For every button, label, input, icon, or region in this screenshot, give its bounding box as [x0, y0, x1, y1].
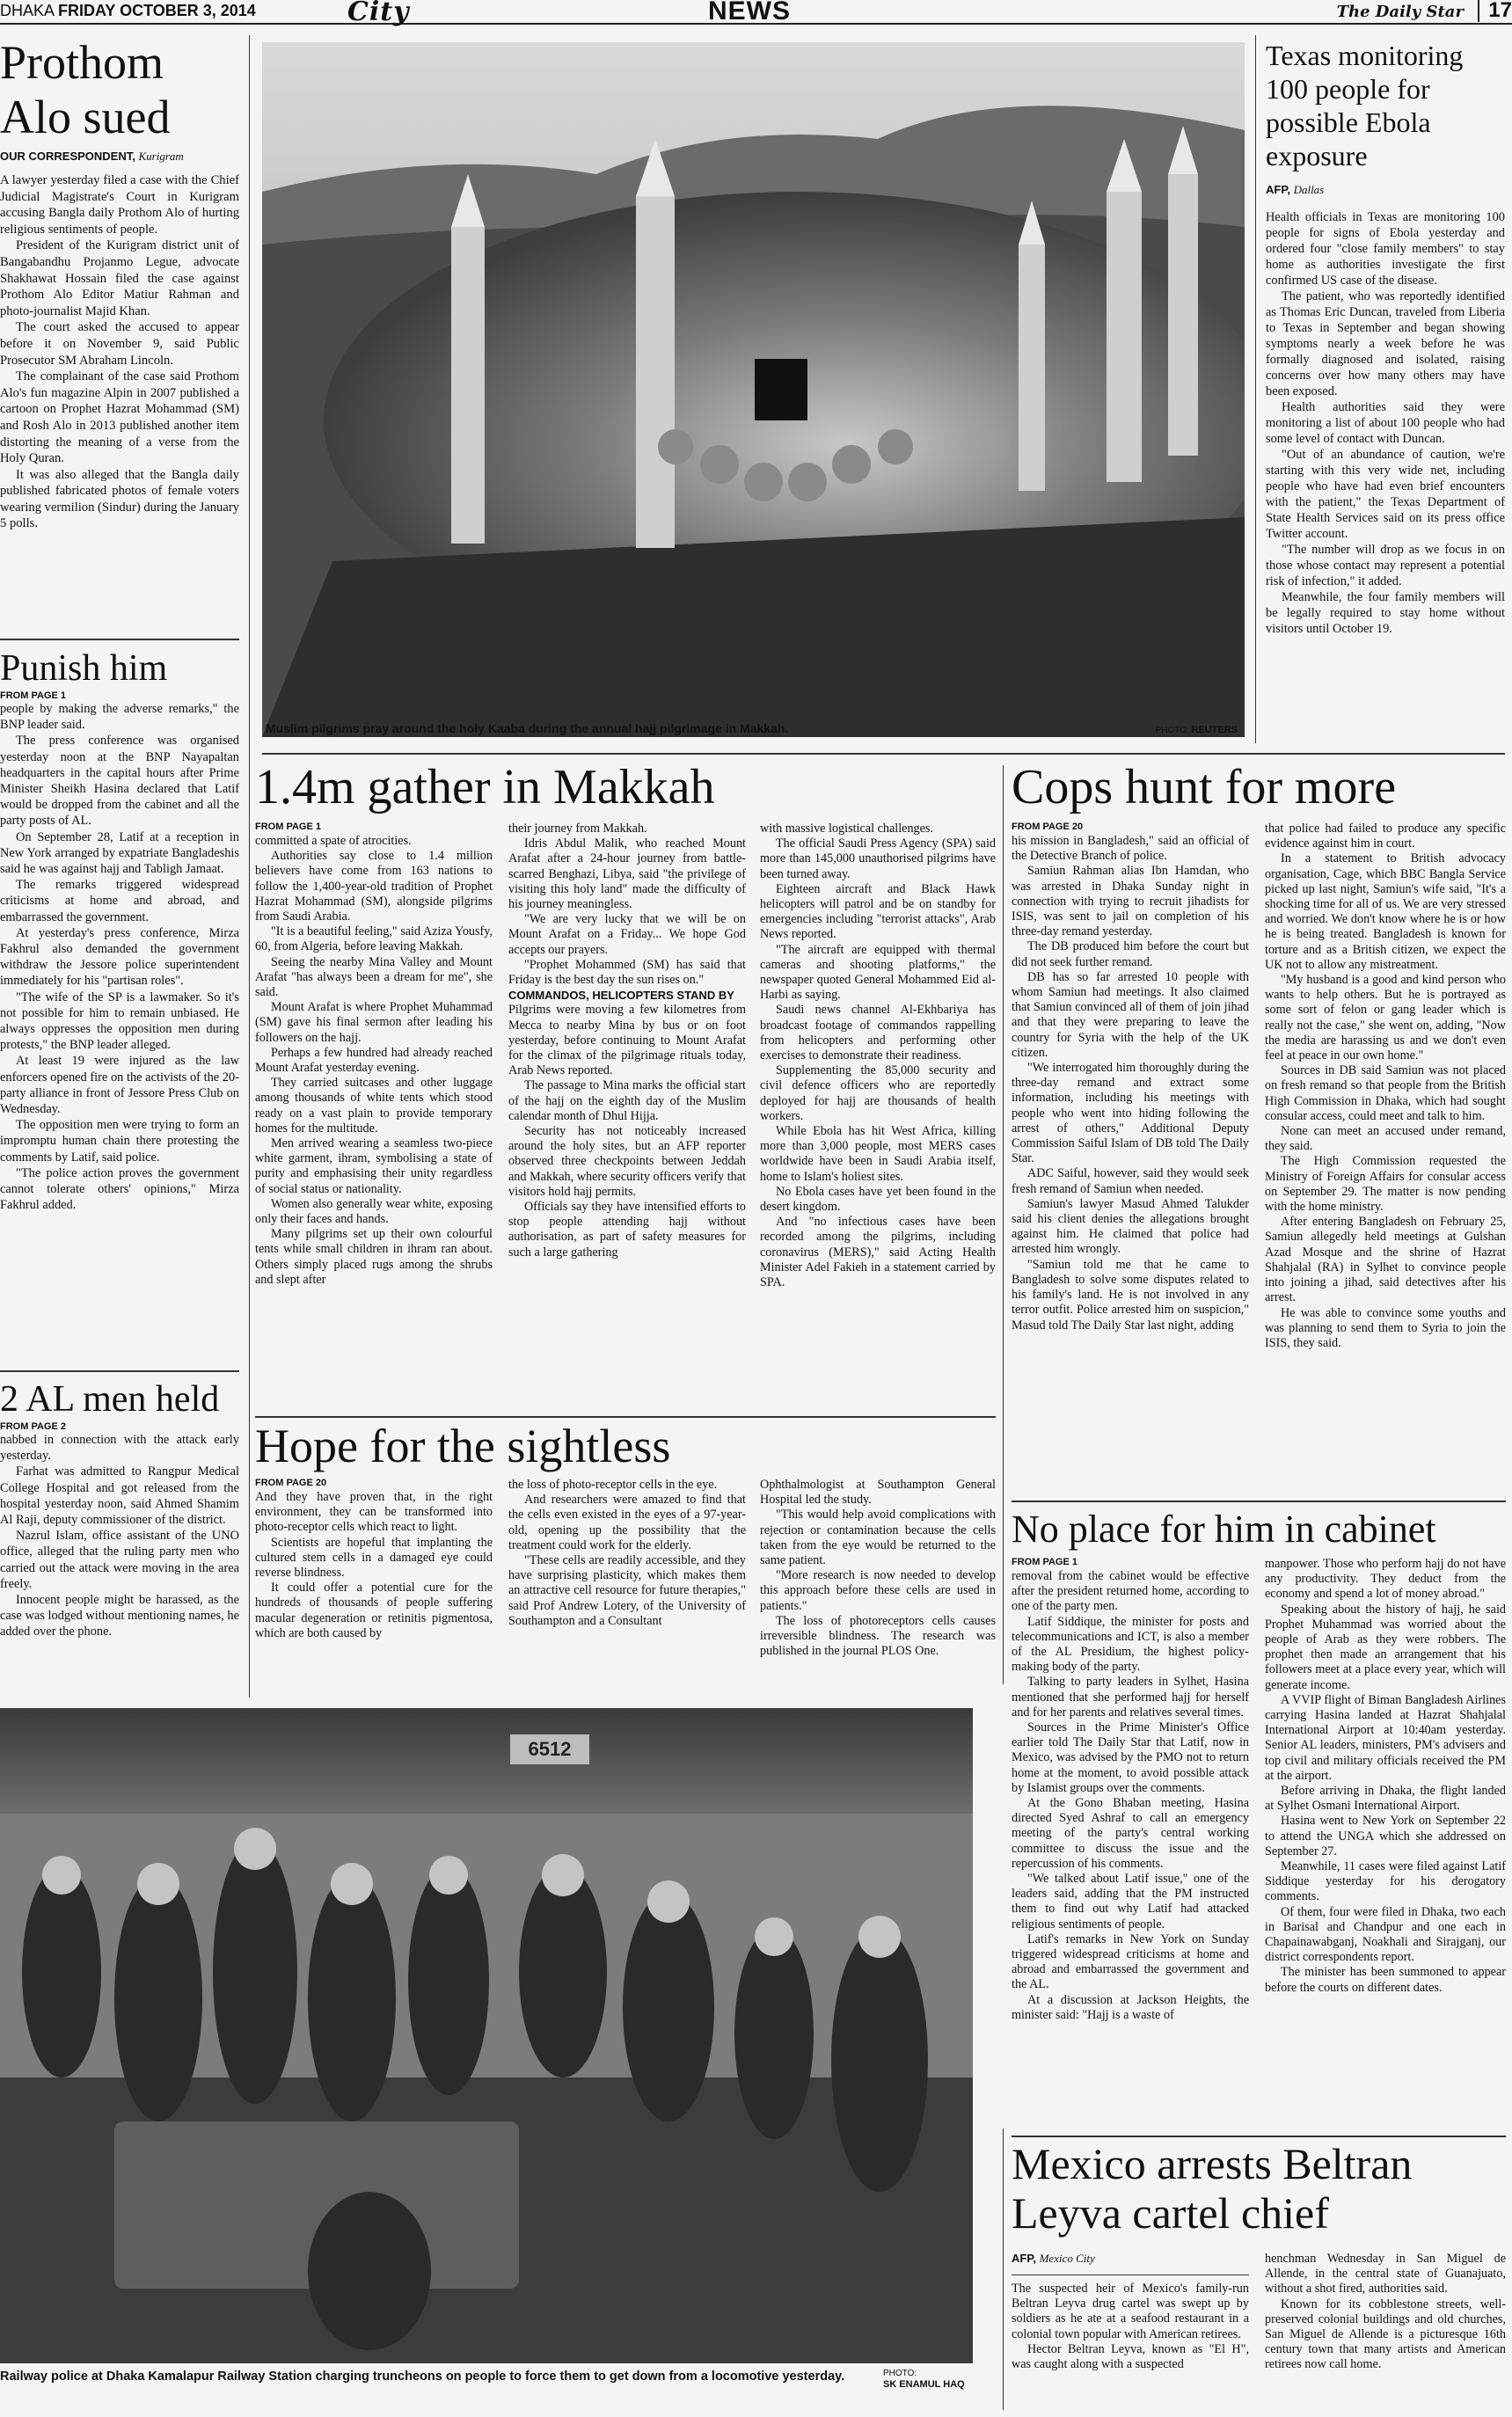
- headline-makkah: 1.4m gather in Makkah: [255, 760, 715, 814]
- article-cabinet: [1012, 1506, 1506, 1553]
- article-sightless: [255, 1420, 996, 1472]
- makkah-col1: committed a spate of atrocities. Authorities say close to 1.4 million believers have come from 163 nations to follow the 1,400-year-old tradition of Prophet Hazrat Mohammad (SM), alongside pilgrims from Saudi Arabia. "It is a beautiful feeling," said Aziza Yousfy, 60, from Algeria, before leaving Makkah. Seeing the nearby Mina Valley and Mount Arafat "has always been a dream for me", she said. Mount Arafat is where Prophet Muhammad (SM) gave his final sermon after leading his followers on the hajj. Perhaps a few hundred had already reached Mount Arafat yesterday evening. They carried suitcases and other luggage among thousands of white tents which stood ready on a vast plain to provide temporary homes for the multitude. Men arrived wearing a seamless two-piece white garment, ihram, symbolising a state of purity and emphasising their unity regardless of social status or nationality. Women also generally wear white, exposing only their faces and hands. Many pilgrims set up their own colourful tents while small children in ihram ran about. Others simply placed rugs among the shrubs and slept after: [255, 834, 493, 1287]
- section-rule: [262, 753, 1505, 755]
- train-credit: PHOTO: SK ENAMUL HAQ: [883, 2369, 965, 2390]
- section-rule: [255, 1416, 996, 1418]
- headline-cabinet: No place for him in cabinet: [1012, 1508, 1436, 1551]
- from-page: FROM PAGE 20: [1012, 821, 1084, 832]
- dateline-date: FRIDAY OCTOBER 3, 2014: [58, 2, 256, 19]
- train-photo-image: [0, 1708, 973, 2363]
- article-makkah: [255, 760, 996, 814]
- headline-mexico: Mexico arrests Beltran Leyva cartel chief: [1012, 2139, 1413, 2238]
- article-texas: [1266, 39, 1505, 637]
- from-page: FROM PAGE 1: [0, 690, 66, 701]
- makkah-col2: their journey from Makkah. Idris Abdul Malik, who reached Mount Arafat after a 24-hour journey from battle-scarred Benghazi, Libya, said "the privilege of visiting this holy land" made the difficulty of his journey meaningless. "We are very lucky that we will be on Mount Arafat on a Friday... We hope God accepts our prayers. "Prophet Mohammed (SM) has said that Friday is the best day the sun rises on." COMMANDOS, HELICOPTERS STAND BY Pilgrims were moving a few kilometres from Mecca to nearby Mina by bus or on foot yesterday, before continuing to Mount Arafat for the climax of the pilgrimage rituals today, Arab News reported. The passage to Mina marks the official start of the hajj on the eighth day of the Muslim calendar month of Dhul Hijja. Security has not noticeably increased around the holy sites, but an AFP reporter observed three checkpoints between Jeddah and Makkah, where security officers verify that visitors hold hajj permits. Officials say they have intensified efforts to stop people attending hajj without authorisation, as part of safety measures for such a large gathering: [508, 821, 746, 1260]
- dateline: [0, 0, 256, 21]
- hajj-credit: PHOTO: REUTERS: [1155, 725, 1238, 735]
- headline-sightless: Hope for the sightless: [255, 1420, 671, 1472]
- byline-texas: AFP, Dallas: [1266, 183, 1325, 196]
- paper-logo: The Daily Star: [1336, 3, 1464, 21]
- headline-al-men: 2 AL men held: [0, 1379, 220, 1420]
- column-rule: [1003, 765, 1004, 1684]
- cabinet-col2: manpower. Those who perform hajj do not have any productivity. They deduct from the economy and spend a lot of money abroad." Speaking about the history of hajj, he said Prophet Muhammad was worried about the people of Arab as they were robbers. The prophet then made an arrangement that his followers meet at a place every year, which will generate income. A VVIP flight of Biman Bangladesh Airlines carrying Hasina landed at Hazrat Shahjalal International Airport at 10:40am yesterday. Senior AL leaders, ministers, PM's advisers and top civil and military officials received the PM at the airport. Before arriving in Dhaka, the flight landed at Sylhet Osmani International Airport. Hasina went to New York on September 22 to attend the UNGA which she addressed on September 27. Meanwhile, 11 cases were filed against Latif Siddique yesterday for his derogatory comments. Of them, four were filed in Dhaka, two each in Barisal and Chandpur and one each in Chapainawabganj, Noakhali and Sirajganj, our district correspondents report. The minister has been summoned to appear before the courts on different dates.: [1265, 1557, 1506, 1995]
- section-rule: [0, 1370, 239, 1372]
- from-page: FROM PAGE 1: [255, 821, 321, 832]
- paper-page: [1337, 0, 1512, 23]
- headline-punish: Punish him: [0, 648, 168, 689]
- train-photo: [0, 1708, 973, 2363]
- body-prothom: A lawyer yesterday filed a case with the Chief Judicial Magistrate's Court in Kurigram accusing Bangla daily Prothom Alo of hurting religious sentiments of people. President of the Kurigram district unit of Bangabandhu Projanmo Legue, advocate Shakhawat Hossain filed the case against Prothom Alo Editor Matiur Rahman and photo-journalist Majid Khan. The court asked the accused to appear before it on November 9, said Public Prosecutor SM Abraham Lincoln. The complainant of the case said Prothom Alo's fun magazine Alpin in 2007 published a cartoon on Prophet Hazrat Mohammad (SM) and Rosh Alo in 2013 published another item distorting the meaning of a verse from the Holy Quran. It was also alleged that the Bangla daily published fabricated photos of female voters wearing vermilion (Sindur) during the January 5 polls.: [0, 173, 239, 531]
- article-punish: [0, 646, 239, 1214]
- column-rule: [1255, 35, 1256, 743]
- hajj-caption: Muslim pilgrims pray around the holy Kaaba during the annual hajj pilgrimage in Makkah.: [266, 721, 789, 735]
- headline-cops: Cops hunt for more: [1012, 760, 1397, 814]
- makkah-col3: with massive logistical challenges. The official Saudi Press Agency (SPA) said more than 145,000 unauthorised pilgrims have been turned away. Eighteen aircraft and Black Hawk helicopters will patrol and be on standby for emergencies including "terrorist attacks", Arab News reported. "The aircraft are equipped with thermal cameras and shooting platforms," the newspaper quoted General Mohammed Eid al-Harbi as saying. Saudi news channel Al-Ekhbariya has broadcast footage of commandos rappelling from helicopters and performing other exercises to demonstrate their readiness. Supplementing the 85,000 security and civil defence officers who are reportedly deployed for hajj are thousands of health workers. While Ebola has hit West Africa, killing more than 3,000 people, most MERS cases worldwide have been in Saudi Arabia itself, home to Islam's holiest sites. No Ebola cases have yet been found in the desert kingdom. And "no infectious cases have been recorded among the pilgrims, including coronavirus (MERS)," said Acting Health Minister Adel Fakieh in a statement carried by SPA.: [760, 821, 996, 1290]
- from-page: FROM PAGE 20: [255, 1478, 327, 1488]
- mexico-col2: henchman Wednesday in San Miguel de Allende, in the central state of Guanajuato, without a shot fired, authorities said. Known for its cobblestone streets, well-preserved colonial buildings and old churches, San Miguel de Allende is a picturesque 16th century town that many artists and American retirees now call home.: [1265, 2252, 1506, 2372]
- column-rule: [1003, 2129, 1004, 2410]
- from-page: FROM PAGE 2: [0, 1421, 66, 1432]
- section-news: NEWS: [708, 0, 791, 26]
- body-punish: people by making the adverse remarks," the BNP leader said. The press conference was organised yesterday noon at the BNP Nayapaltan headquarters in the capital hours after Prime Minister Sheikh Hasina declared that Latif would be dropped from the cabinet and all the party posts of AL. On September 28, Latif at a reception in New York arranged by expatriate Bangladeshis said he was against hajj and Tabligh Jamaat. The remarks triggered widespread criticisms at home and abroad, and embarrassed the government. At yesterday's press conference, Mirza Fakhrul also demanded the government withdraw the Jessore police superintendent immediately for his "partisan roles". "The wife of the SP is a lawmaker. So it's not possible for him to remain unbiased. He always oppresses the opposition men during protests," the BNP leader alleged. At least 19 were injured as the law enforcers opened fire on the activists of the 20-party alliance in front of Jessore Press Club on Wednesday. The opposition men were trying to form an impromptu human chain there protesting the comments by Latif, said police. "The police action proves the government cannot tolerate others' opinions," Mirza Fakhrul added.: [0, 702, 239, 1213]
- hajj-caption-block: [262, 721, 1245, 741]
- locomotive-number: 6512: [528, 1738, 572, 1760]
- from-page: FROM PAGE 1: [1012, 1557, 1077, 1567]
- sightless-col3: Ophthalmologist at Southampton General Hospital led the study. "This would help avoid complications with rejection or contamination because the cells taken from the eye would be returned to the same patient. "More research is now needed to develop this approach before these cells are used in patients." The loss of photoreceptors cells causes irreversible blindness. The research was published in the journal PLOS One.: [760, 1478, 996, 1659]
- cabinet-col1: removal from the cabinet would be effective after the president returned home, according to one of the party men. Latif Siddique, the minister for posts and telecommunications and ICT, is also a member of the AL Presidium, the highest policy-making body of the party. Talking to party leaders in Sylhet, Hasina mentioned that she performed hajj for herself and for her parents and relatives several times. Sources in the Prime Minister's Office earlier told The Daily Star that Latif, now in Mexico, was advised by the PMO not to return home at the moment, to avoid possible attack by Islamist groups over the comments. At the Gono Bhaban meeting, Hasina directed Syed Ashraf to call an emergency meeting of the party's central working committee to discuss the issue and the repercussion of his comments. "We talked about Latif issue," one of the leaders said, adding that the PM instructed them to find out why Latif had attacked religious sentiments of people. Latif's remarks in New York on Sunday triggered widespread criticisms at home and abroad and embarrassed the government and the AL. At a discussion at Jackson Heights, the minister said: "Hajj is a waste of: [1012, 1569, 1249, 2022]
- byline-mexico: AFP, Mexico City: [1012, 2252, 1095, 2265]
- mexico-col1: The suspected heir of Mexico's family-run Beltran Leyva drug cartel was swept up by soldiers as he ate at a seafood restaurant in a colonial town popular with American retirees. Hector Beltran Leyva, known as "El H", was caught along with a suspected: [1012, 2282, 1249, 2372]
- cops-col1: his mission in Bangladesh," said an official of the Detective Branch of police. Samiun Rahman alias Ibn Hamdan, who was arrested in Dhaka Sunday night in connection with trying to recruit jihadists for ISIS, was sent to jail on completion of his three-day remand yesterday. The DB produced him before the court but did not seek further remand. DB has so far arrested 10 people with whom Samiun had meetings. It also claimed that Samiun convinced all of them of join jihad and that they were preparing to leave the country for Syria with the help of the UK citizen. "We interrogated him thoroughly during the three-day remand and extract some information, including his meetings with people who went into hiding following the arrest of others," Additional Deputy Commission Saiful Islam of DB told The Daily Star. ADC Saiful, however, said they would seek fresh remand of Samiun when needed. Samiun's lawyer Masud Ahmed Talukder said his client denies the allegations brought against him. He claimed that police had arrested him wrongly. "Samiun told me that he came to Bangladesh to solve some disputes related to his family's land. He is not involved in any terror outfit. Police arrested him on suspicion," Masud told The Daily Star last night, adding: [1012, 834, 1249, 1333]
- masthead: [0, 0, 1512, 25]
- cops-col2: that police had failed to produce any specific evidence against him in court. In a statement to British advocacy organisation, Cage, which BBC Bangla Service picked up last night, Samiun's wife said, "It's a shocking time for all of us. We are very stressed and worried. We don't know where he is or how he is being treated. Bangladesh is known for torture and as a British citizen, we expect the UK not to allow any mistreatment. "My husband is a good and kind person who wants to help others. But he is portrayed as some sort of felon or gang leader which is really not the case," she went on, adding, "Now the media are harassing us and we don't even feel at peace in our own home." Sources in DB said Samiun was not placed on fresh remand so that people from the British High Commission in Dhaka, which had sought consular access, could meet and talk to him. None can meet an accused under remand, they said. The High Commission requested the Ministry of Foreign Affairs for consular access on September 29. The matter is now pending with the home ministry. After entering Bangladesh on February 25, Samiun allegedly held meetings at Gulshan Azad Mosque and the shrine of Hazrat Shahjalal (RA) in Sylhet to convince people into joining a jihad, said detectives after his arrest. He was able to convince some youths and was planning to send them to Syria to join the ISIS, they said.: [1265, 821, 1506, 1350]
- headline-prothom: Prothom Alo sued: [0, 36, 171, 143]
- body-al-men: nabbed in connection with the attack early yesterday. Farhat was admitted to Rangpur Medical College Hospital and got released from the hospital yesterday noon, said Ahmed Shamim Al Raji, deputy commissioner of the district. Nazrul Islam, office assistant of the UNO office, alleged that the ruling party men who carried out the attack were moving in the area freely. Innocent people might be harassed, as the case was lodged without mentioning names, he added over the phone.: [0, 1433, 239, 1639]
- hajj-photo: [262, 42, 1245, 737]
- headline-texas: Texas monitoring 100 people for possible Ebola exposure: [1266, 40, 1464, 172]
- page-number: 17: [1478, 0, 1512, 22]
- section-rule: [1012, 1501, 1506, 1502]
- byline-prothom: OUR CORRESPONDENT, Kurigram: [0, 150, 184, 163]
- sightless-col1: And they have proven that, in the right environment, they can be transformed into photo-receptor cells which react to light. Scientists are hopeful that implanting the cultured stem cells in a damaged eye could reverse blindness. It could offer a potential cure for the hundreds of thousands of people suffering macular degeneration or retinitis pigmentosa, which are both caused by: [255, 1490, 493, 1640]
- section-rule: [0, 639, 239, 640]
- article-prothom: [0, 35, 239, 532]
- dateline-city: DHAKA: [0, 2, 55, 19]
- body-texas: Health officials in Texas are monitoring 100 people for signs of Ebola yesterday and ordered four "close family members" to stay home as authorities investigate the first confirmed US case of the disease. The patient, who was reportedly identified as Thomas Eric Duncan, traveled from Liberia to Texas in September and began showing symptoms nearly a week before he was formally diagnosed and isolated, raising concerns over how many others may have been exposed. Health authorities said they were monitoring a list of about 100 people who had some level of contact with Duncan. "Out of an abundance of caution, we're starting with this very wide net, including people who have had even brief encounters with the patient," the Texas Department of State Health Services said on its press office Twitter account. "The number will drop as we focus in on those whose contact may represent a potential risk of infection," it added. Meanwhile, the four family members will be legally required to stay home without visitors until October 19.: [1266, 210, 1505, 636]
- sightless-col2: the loss of photo-receptor cells in the eye. And researchers were amazed to find that the cells even existed in the eyes of a 97-year-old, opening up the possibility that the treatment could work for the elderly. "These cells are readily accessible, and they have surprising plasticity, which makes them an attractive cell resource for future therapies," said Prof Andrew Lotery, of the University of Southampton and a Consultant: [508, 1478, 746, 1628]
- column-rule: [249, 35, 250, 1698]
- train-caption: Railway police at Dhaka Kamalapur Railway Station charging truncheons on people to force them to get down from a locomotive yesterday.: [0, 2370, 845, 2384]
- section-rule: [1012, 2136, 1506, 2137]
- section-name: City: [347, 0, 410, 27]
- makkah-subhead: COMMANDOS, HELICOPTERS STAND BY: [508, 989, 734, 1003]
- hajj-photo-image: [262, 42, 1245, 737]
- article-al-men: [0, 1377, 239, 1640]
- article-cops: [1012, 760, 1506, 814]
- article-mexico: [1012, 2139, 1506, 2238]
